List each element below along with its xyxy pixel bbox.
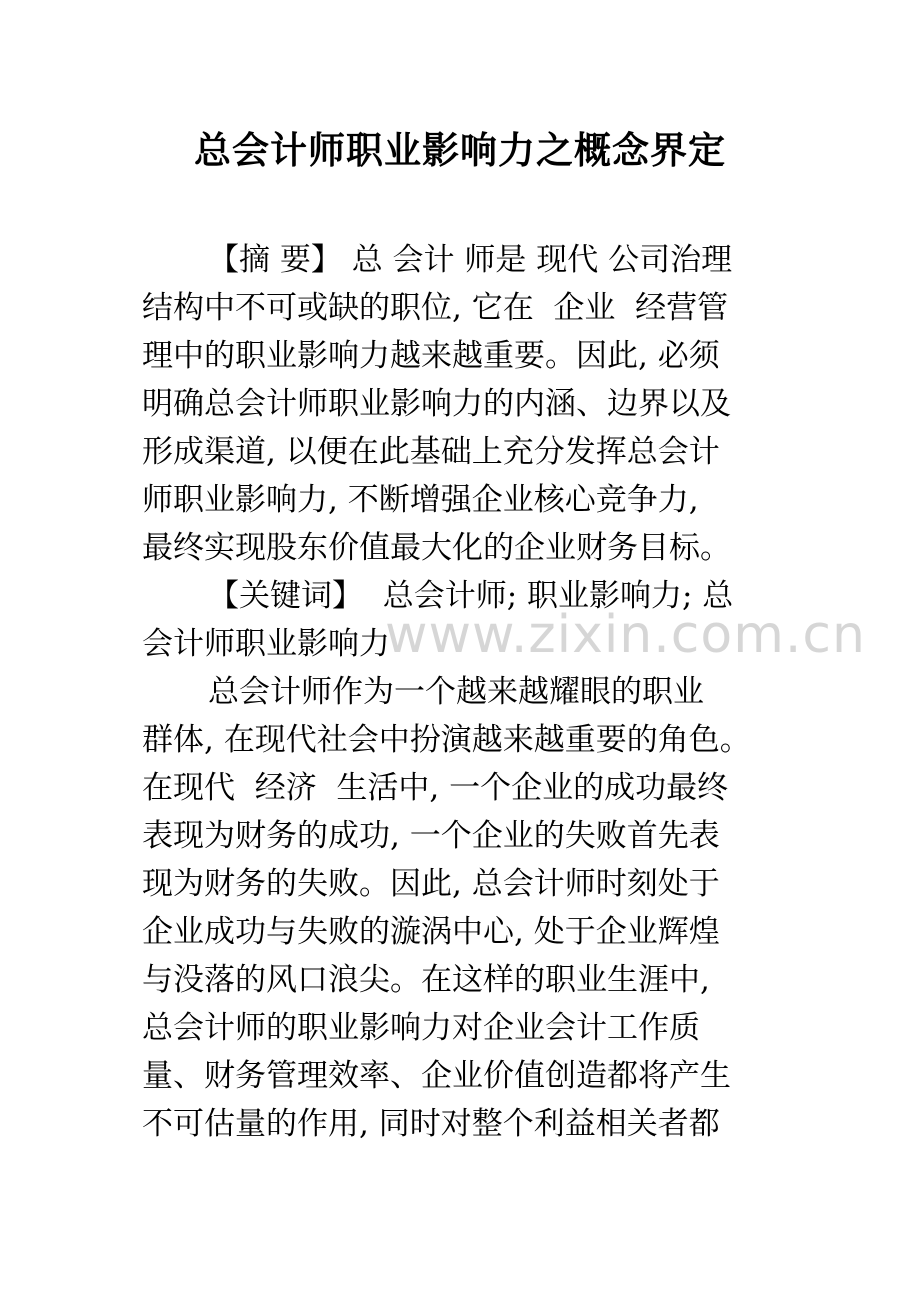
- body-line: 总会计师的职业影响力对企业会计工作质: [142, 1010, 700, 1046]
- page-title: 总会计师职业影响力之概念界定: [194, 129, 726, 172]
- abstract-line: 理中的职业影响力越来越重要。因此, 必须: [142, 338, 720, 374]
- body-line: 群体, 在现代社会中扮演越来越重要的角色。: [142, 722, 751, 758]
- abstract-line: 师职业影响力, 不断增强企业核心竞争力,: [142, 482, 699, 518]
- body-line: 不可估量的作用, 同时对整个利益相关者都: [142, 1106, 720, 1142]
- abstract-line: 结构中不可或缺的职位, 它在 企业 经营管: [142, 290, 729, 326]
- body-line: 与没落的风口浪尖。在这样的职业生涯中,: [142, 962, 710, 998]
- abstract-line: 最终实现股东价值最大化的企业财务目标。: [142, 530, 731, 566]
- watermark: www.zixin.com.cn: [385, 605, 866, 665]
- body-line: 量、财务管理效率、企业价值创造都将产生: [142, 1058, 731, 1094]
- body-line: 企业成功与失败的漩涡中心, 处于企业辉煌: [142, 914, 720, 950]
- keywords-line: 【关键词】 总会计师; 职业影响力; 总: [208, 578, 734, 614]
- body-line: 在现代 经济 生活中, 一个企业的成功最终: [142, 770, 729, 806]
- abstract-line: 【摘 要】 总 会计 师是 现代 公司治理: [208, 242, 733, 278]
- body-line: 现为财务的失败。因此, 总会计师时刻处于: [142, 866, 720, 902]
- body-line: 表现为财务的成功, 一个企业的失败首先表: [142, 818, 720, 854]
- body-line: 总会计师作为一个越来越耀眼的职业: [208, 674, 704, 710]
- abstract-line: 明确总会计师职业影响力的内涵、边界以及: [142, 386, 731, 422]
- abstract-line: 形成渠道, 以便在此基础上充分发挥总会计: [142, 434, 720, 470]
- keywords-line: 会计师职业影响力: [142, 626, 390, 662]
